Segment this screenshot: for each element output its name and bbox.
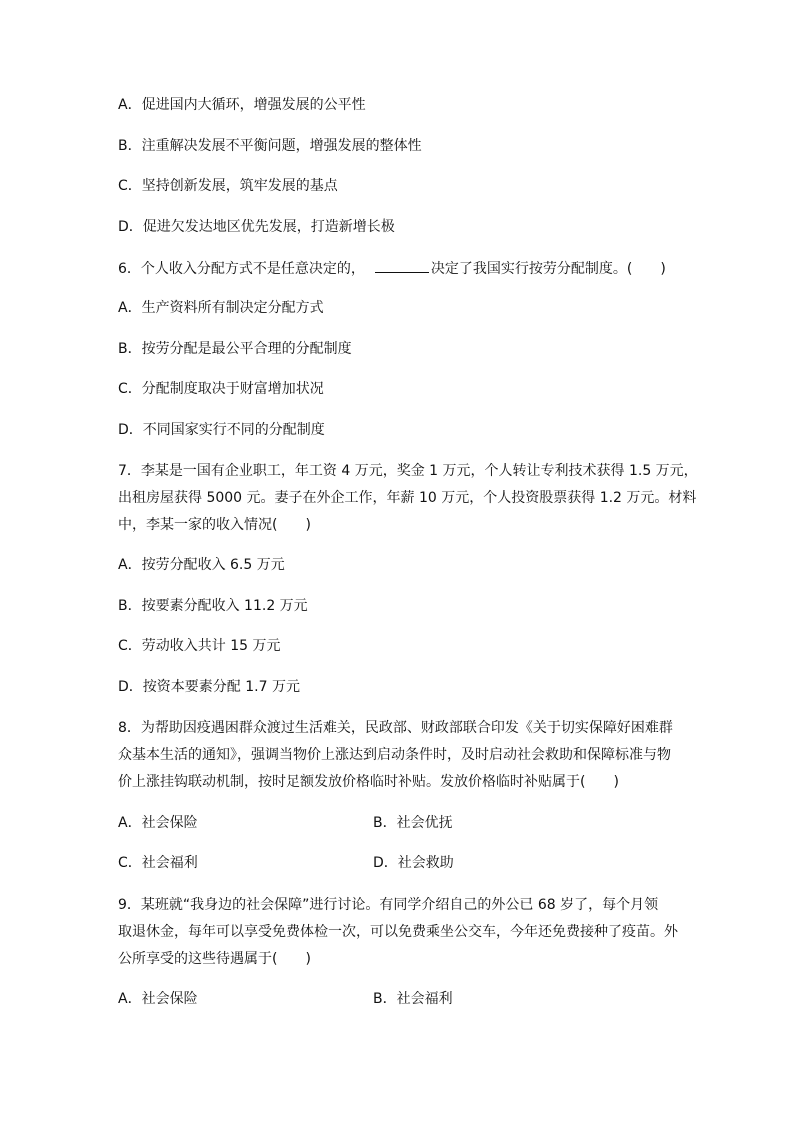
q5-option-d: D．促进欠发达地区优先发展，打造新增长极 [118, 219, 395, 235]
q9-stem-line-2: 取退休金，每年可以享受免费体检一次，可以免费乘坐公交车，今年还免费接种了疫苗。外 [118, 924, 678, 940]
q7-option-c: C．劳动收入共计 15 万元 [118, 638, 281, 654]
q6-stem [118, 258, 666, 279]
q8-option-c: C．社会福利 [118, 855, 198, 871]
q6-option-d: D．不同国家实行不同的分配制度 [118, 422, 325, 438]
q8-stem-line-1: 8．为帮助因疫遇困群众渡过生活难关，民政部、财政部联合印发《关于切实保障好困难群 [118, 720, 673, 736]
q9-stem-line-3: 公所享受的这些待遇属于( ) [118, 951, 311, 967]
q8-stem-line-3: 价上涨挂钩联动机制，按时足额发放价格临时补贴。发放价格临时补贴属于( ) [118, 774, 619, 790]
q6-option-c: C．分配制度取决于财富增加状况 [118, 381, 324, 397]
q8-option-d: D．社会救助 [373, 855, 454, 871]
q5-option-c: C．坚持创新发展，筑牢发展的基点 [118, 178, 338, 194]
q7-stem-line-1: 7．李某是一国有企业职工，年工资 4 万元，奖金 1 万元，个人转让专利技术获得 1.5 万元， [118, 463, 698, 479]
q7-option-a: A．按劳分配收入 6.5 万元 [118, 557, 285, 573]
q9-option-a: A．社会保险 [118, 991, 198, 1007]
q7-option-d: D．按资本要素分配 1.7 万元 [118, 679, 300, 695]
q8-stem-line-2: 众基本生活的通知》，强调当物价上涨达到启动条件时，及时启动社会救助和保障标准与物 [118, 747, 671, 763]
q6-option-b: B．按劳分配是最公平合理的分配制度 [118, 341, 352, 357]
q8-option-b: B．社会优抚 [373, 815, 453, 831]
q6-stem-before-blank: 6．个人收入分配方式不是任意决定的， [118, 261, 365, 277]
q6-option-a: A．生产资料所有制决定分配方式 [118, 300, 324, 316]
q9-stem-line-1: 9．某班就“我身边的社会保障”进行讨论。有同学介绍自己的外公已 68 岁了，每个月领 [118, 897, 659, 913]
q7-stem-line-3: 中，李某一家的收入情况( ) [118, 517, 311, 533]
q8-option-a: A．社会保险 [118, 815, 198, 831]
q5-option-a: A．促进国内大循环，增强发展的公平性 [118, 97, 366, 113]
q6-stem-after-blank: 决定了我国实行按劳分配制度。( ) [430, 261, 666, 277]
q7-stem-line-2: 出租房屋获得 5000 元。妻子在外企工作，年薪 10 万元，个人投资股票获得 1.2 万元。材料 [118, 490, 697, 506]
q5-option-b: B．注重解决发展不平衡问题，增强发展的整体性 [118, 138, 422, 154]
q6-answer-blank [375, 258, 429, 273]
q7-option-b: B．按要素分配收入 11.2 万元 [118, 598, 308, 614]
q9-option-b: B．社会福利 [373, 991, 453, 1007]
